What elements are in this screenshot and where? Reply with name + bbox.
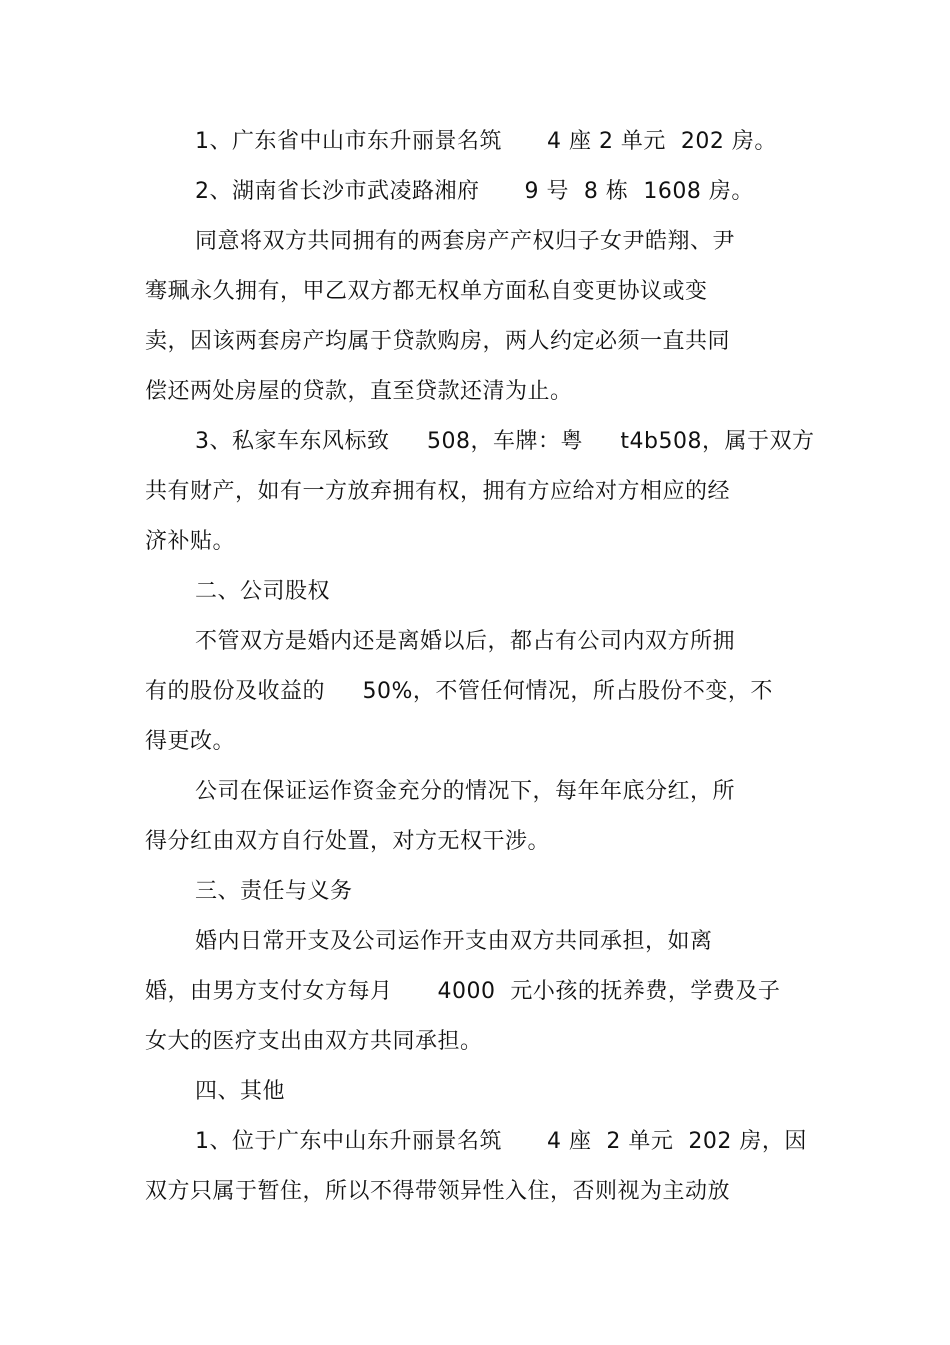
text-line: 女大的医疗支出由双方共同承担。 (145, 1029, 483, 1054)
text-line: 3、私家车东风标致 508，车牌：粤 t4b508，属于双方 (195, 429, 815, 454)
text-line: 得分红由双方自行处置，对方无权干涉。 (145, 829, 551, 854)
text-line: 有的股份及收益的 50%，不管任何情况，所占股份不变，不 (145, 679, 773, 704)
text-line: 婚，由男方支付女方每月 4000 元小孩的抚养费，学费及子 (145, 979, 781, 1004)
text-line: 双方只属于暂住，所以不得带领异性入住，否则视为主动放 (145, 1179, 731, 1204)
text-line: 1、广东省中山市东升丽景名筑 4 座 2 单元 202 房。 (195, 129, 777, 154)
section-heading: 三、责任与义务 (195, 879, 353, 904)
section-heading: 四、其他 (195, 1079, 286, 1104)
text-line: 2、湖南省长沙市武凌路湘府 9 号 8 栋 1608 房。 (195, 179, 754, 204)
section-heading: 二、公司股权 (195, 579, 331, 604)
text-line: 卖，因该两套房产均属于贷款购房，两人约定必须一直共同 (145, 329, 731, 354)
text-line: 不管双方是婚内还是离婚以后，都占有公司内双方所拥 (195, 629, 736, 654)
text-line: 共有财产，如有一方放弃拥有权，拥有方应给对方相应的经 (145, 479, 731, 504)
text-line: 公司在保证运作资金充分的情况下，每年年底分红，所 (195, 779, 736, 804)
text-line: 骞珮永久拥有，甲乙双方都无权单方面私自变更协议或变 (145, 279, 708, 304)
text-line: 1、位于广东中山东升丽景名筑 4 座 2 单元 202 房，因 (195, 1129, 807, 1154)
text-line: 济补贴。 (145, 529, 236, 554)
text-line: 婚内日常开支及公司运作开支由双方共同承担，如离 (195, 929, 713, 954)
text-line: 得更改。 (145, 729, 236, 754)
text-line: 同意将双方共同拥有的两套房产产权归子女尹皓翔、尹 (195, 229, 736, 254)
text-line: 偿还两处房屋的贷款，直至贷款还清为止。 (145, 379, 573, 404)
